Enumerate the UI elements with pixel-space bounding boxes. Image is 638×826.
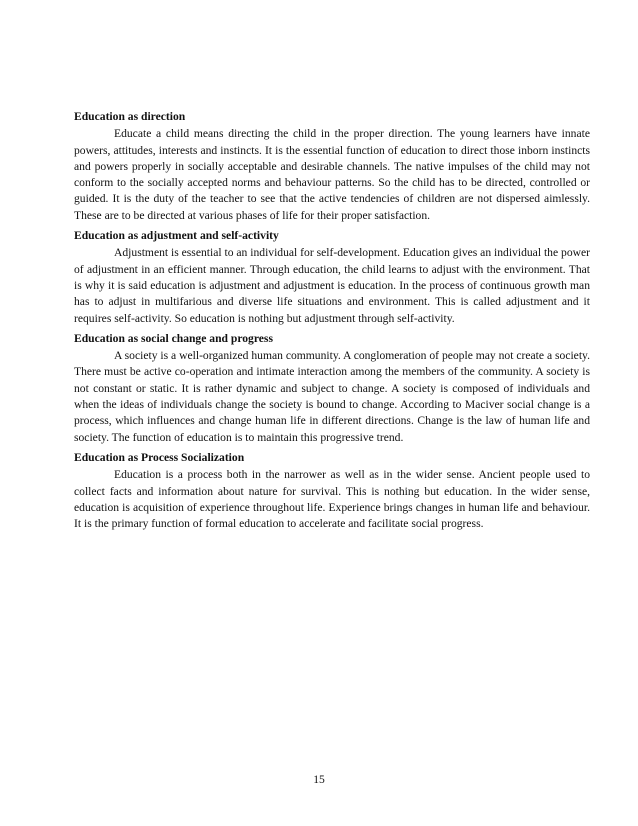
section-education-as-social-change (74, 331, 590, 446)
section-education-as-direction (74, 109, 590, 224)
section-paragraph: Adjustment is essential to an individual for self-development. Education gives an individual the power of adjustment in an efficient manner. Through education, the child learns to adjust with the environment. That is why it is said education is adjustment and adjustment is education. In the process of continuous growth man has to adjust in multifarious and diverse life situations and environment. This is called adjustment and it requires self-activity. So education is nothing but adjustment through self-activity. (74, 246, 590, 325)
section-paragraph: Education is a process both in the narrower as well as in the wider sense. Ancient people used to collect facts and information about nature for survival. This is nothing but education. In the wider sense, education is acquisition of experience throughout life. Experience brings changes in human life and behaviour. It is the primary function of formal education to accelerate and facilitate social progress. (74, 468, 590, 531)
section-paragraph: A society is a well-organized human community. A conglomeration of people may not create a society. There must be active co-operation and intimate interaction among the members of the community. A society is not constant or static. It is rather dynamic and subject to change. A society is composed of individuals and when the ideas of individuals change the society is bound to change. According to Maciver social change is a process, which influences and change human life in different directions. Change is the law of human life and society. The function of education is to maintain this progressive trend. (74, 349, 590, 444)
section-education-as-adjustment (74, 228, 590, 327)
section-heading: Education as social change and progress (74, 331, 273, 345)
page-number: 15 (313, 773, 325, 786)
section-heading: Education as adjustment and self-activity (74, 229, 279, 243)
section-heading: Education as direction (74, 110, 186, 123)
document-content (74, 109, 590, 536)
section-heading: Education as Process Socialization (74, 450, 245, 464)
section-education-as-socialization (74, 450, 590, 532)
section-paragraph: Educate a child means directing the child in the proper direction. The young learners have innate powers, attitudes, interests and instincts. It is the essential function of education to direct those inborn instincts and powers properly in socially acceptable and desirable channels. The native impulses of the child may not conform to the socially accepted norms and behaviour patterns. So the child has to be directed, controlled or guided. It is the duty of the teacher to see that the active tendencies of children are not dispersed aimlessly. These are to be directed at various phases of life for their proper satisfaction. (74, 127, 590, 222)
